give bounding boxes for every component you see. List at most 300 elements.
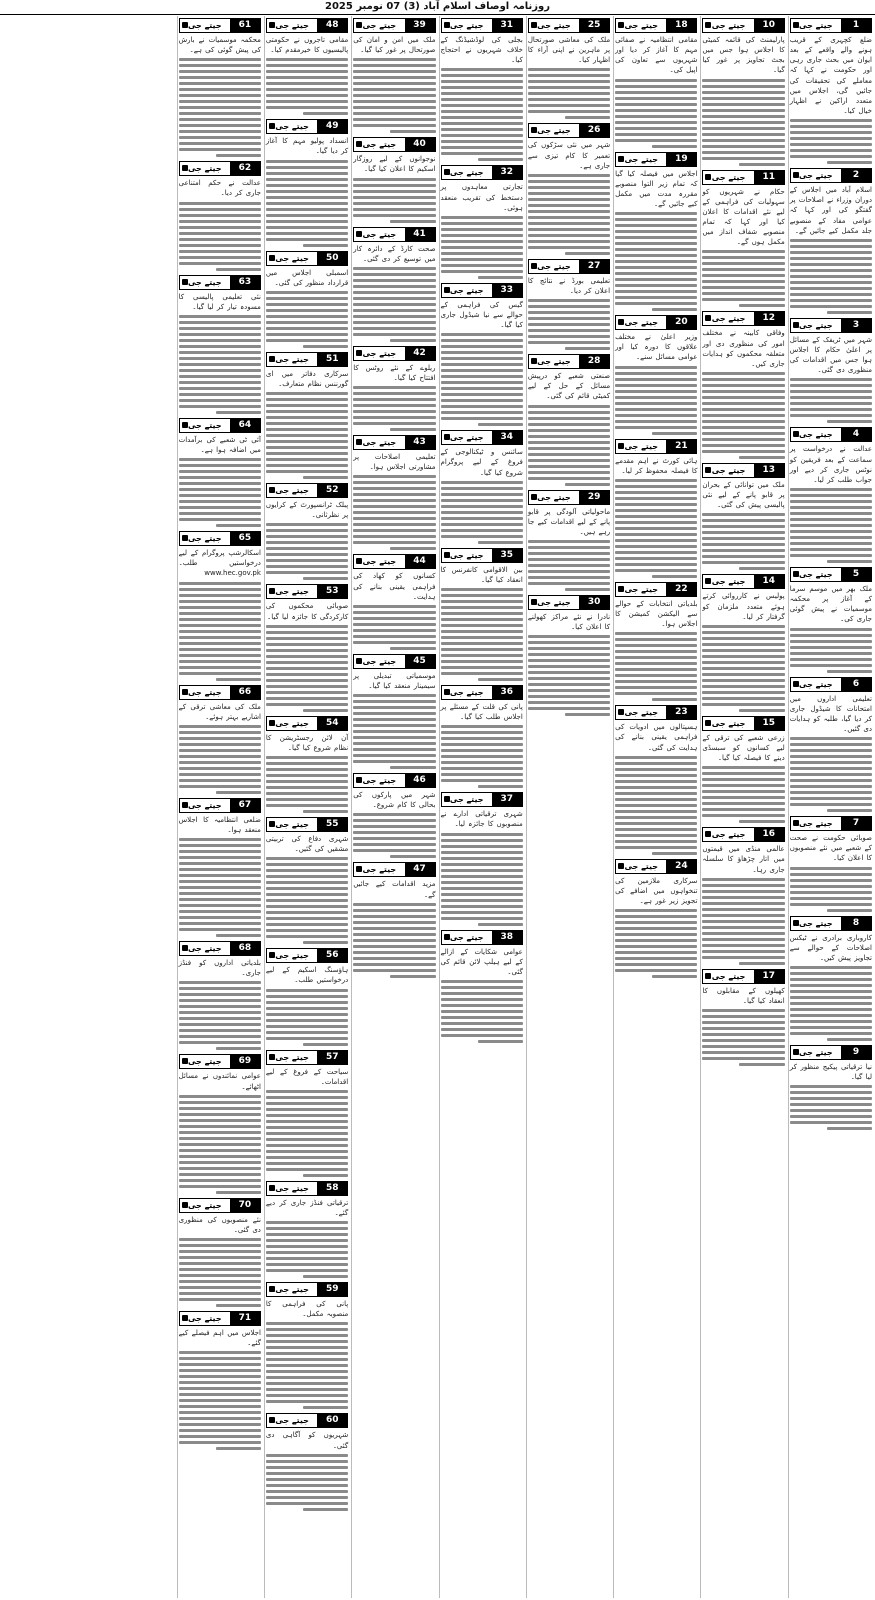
text-line bbox=[615, 674, 697, 677]
text-line bbox=[702, 139, 784, 142]
text-line bbox=[266, 1138, 348, 1141]
item-label: جیتے جی bbox=[791, 678, 841, 691]
text-line bbox=[441, 270, 523, 273]
text-line bbox=[528, 341, 610, 344]
item-text: پبلک ٹرانسپورٹ کے کرایوں پر نظرثانی۔ bbox=[265, 501, 349, 520]
item-header bbox=[528, 354, 610, 369]
classified-item bbox=[702, 18, 784, 166]
text-line bbox=[390, 220, 435, 223]
text-line bbox=[390, 339, 435, 342]
text-line bbox=[179, 345, 261, 348]
text-line bbox=[353, 112, 435, 115]
text-line bbox=[441, 998, 523, 1001]
text-line bbox=[441, 216, 523, 219]
text-line bbox=[266, 88, 348, 91]
text-filler bbox=[702, 372, 784, 459]
text-line bbox=[266, 780, 348, 783]
text-line bbox=[528, 477, 610, 480]
text-line bbox=[615, 426, 697, 429]
text-filler bbox=[615, 212, 697, 311]
text-line bbox=[353, 951, 435, 954]
text-line bbox=[266, 541, 348, 544]
text-line bbox=[702, 408, 784, 411]
text-line bbox=[702, 896, 784, 899]
text-filler bbox=[441, 588, 523, 681]
item-header bbox=[266, 948, 348, 963]
item-label: جیتے جی bbox=[529, 355, 579, 368]
classified-item bbox=[441, 165, 523, 278]
text-line bbox=[179, 838, 261, 841]
item-text: سیاحت کے فروغ کے لیے اقدامات۔ bbox=[265, 1067, 349, 1086]
classified-item bbox=[528, 490, 610, 591]
item-label: جیتے جی bbox=[529, 260, 579, 273]
text-line bbox=[615, 810, 697, 813]
masthead-title: روزنامہ اوصاف اسلام آباد (3) 07 نومبر 2025 bbox=[325, 1, 550, 12]
text-line bbox=[528, 576, 610, 579]
item-number: 21 bbox=[666, 440, 696, 453]
text-line bbox=[353, 315, 435, 318]
text-line bbox=[179, 785, 261, 788]
text-line bbox=[528, 564, 610, 567]
text-filler bbox=[702, 79, 784, 166]
text-line bbox=[441, 767, 523, 770]
item-header bbox=[615, 439, 697, 454]
text-line bbox=[441, 980, 523, 983]
text-line bbox=[353, 475, 435, 478]
item-text: سائنس و ٹیکنالوجی کے فروغ کے لیے پروگرام شروع کیا گیا۔ bbox=[440, 448, 523, 477]
item-text: تجارتی معاہدوں پر دستخط کی تقریب منعقد ہوئی۔ bbox=[440, 183, 523, 212]
text-line bbox=[179, 672, 261, 675]
text-line bbox=[528, 240, 610, 243]
text-line bbox=[702, 655, 784, 658]
item-label: جیتے جی bbox=[529, 596, 579, 609]
text-line bbox=[615, 939, 697, 942]
item-label: جیتے جی bbox=[267, 484, 317, 497]
text-line bbox=[266, 1162, 348, 1165]
text-line bbox=[266, 452, 348, 455]
text-line bbox=[790, 275, 872, 278]
text-line bbox=[179, 1155, 261, 1158]
text-line bbox=[179, 987, 261, 990]
text-line bbox=[528, 180, 610, 183]
text-line bbox=[528, 459, 610, 462]
text-line bbox=[179, 1280, 261, 1283]
text-line bbox=[702, 944, 784, 947]
item-label: جیتے جی bbox=[180, 942, 230, 955]
text-line bbox=[615, 834, 697, 837]
text-line bbox=[790, 305, 872, 308]
text-line bbox=[441, 74, 523, 77]
text-line bbox=[179, 600, 261, 603]
item-number: 18 bbox=[666, 19, 696, 32]
text-line bbox=[441, 80, 523, 83]
item-label: جیتے جی bbox=[267, 252, 317, 265]
text-line bbox=[441, 1022, 523, 1025]
item-header bbox=[179, 798, 261, 813]
text-line bbox=[353, 100, 435, 103]
item-number: 40 bbox=[405, 138, 435, 151]
classified-item bbox=[615, 152, 697, 312]
text-line bbox=[266, 631, 348, 634]
text-line bbox=[528, 641, 610, 644]
text-line bbox=[528, 405, 610, 408]
item-number: 23 bbox=[666, 706, 696, 719]
text-filler bbox=[528, 405, 610, 486]
text-line bbox=[266, 786, 348, 789]
text-line bbox=[702, 372, 784, 375]
text-line bbox=[702, 85, 784, 88]
item-text: نیا ترقیاتی پیکیج منظور کر لیا گیا۔ bbox=[789, 1062, 872, 1082]
text-line bbox=[266, 315, 348, 318]
text-line bbox=[615, 230, 697, 233]
item-number: 16 bbox=[754, 828, 784, 841]
text-filler bbox=[615, 909, 697, 978]
item-label: جیتے جی bbox=[703, 575, 753, 588]
text-line bbox=[353, 511, 435, 514]
item-header bbox=[266, 716, 348, 731]
text-line bbox=[528, 435, 610, 438]
item-header bbox=[441, 930, 523, 945]
text-line bbox=[353, 64, 435, 67]
classified-item bbox=[441, 430, 523, 543]
text-line bbox=[652, 575, 697, 578]
text-line bbox=[179, 1286, 261, 1289]
text-line bbox=[266, 565, 348, 568]
text-line bbox=[478, 541, 523, 544]
text-line bbox=[528, 417, 610, 420]
text-line bbox=[441, 104, 523, 107]
text-line bbox=[179, 856, 261, 859]
text-line bbox=[266, 899, 348, 902]
text-line bbox=[702, 256, 784, 259]
text-line bbox=[266, 76, 348, 79]
text-line bbox=[702, 697, 784, 700]
text-line bbox=[528, 210, 610, 213]
text-filler bbox=[266, 523, 348, 580]
text-filler bbox=[790, 239, 872, 314]
text-line bbox=[615, 272, 697, 275]
text-line bbox=[266, 523, 348, 526]
text-line bbox=[790, 1103, 872, 1106]
text-line bbox=[790, 281, 872, 284]
item-number: 51 bbox=[317, 353, 347, 366]
text-line bbox=[266, 1090, 348, 1093]
text-line bbox=[441, 116, 523, 119]
text-line bbox=[790, 536, 872, 539]
text-line bbox=[266, 1340, 348, 1343]
item-header bbox=[353, 435, 435, 450]
text-line bbox=[702, 438, 784, 441]
item-text: ملک بھر میں موسم سرما کے آغاز پر محکمہ موسمیات نے پیش گوئی جاری کی۔ bbox=[789, 584, 872, 624]
text-line bbox=[266, 804, 348, 807]
item-number: 15 bbox=[754, 717, 784, 730]
text-line bbox=[266, 989, 348, 992]
text-line bbox=[615, 668, 697, 671]
text-line bbox=[266, 1328, 348, 1331]
text-line bbox=[615, 951, 697, 954]
text-line bbox=[790, 640, 872, 643]
text-line bbox=[790, 658, 872, 661]
text-line bbox=[790, 396, 872, 399]
item-label: جیتے جی bbox=[180, 686, 230, 699]
text-line bbox=[353, 386, 435, 389]
text-line bbox=[615, 85, 697, 88]
text-line bbox=[702, 637, 784, 640]
text-line bbox=[353, 499, 435, 502]
text-line bbox=[790, 131, 872, 134]
item-label: جیتے جی bbox=[180, 532, 230, 545]
text-line bbox=[179, 112, 261, 115]
text-line bbox=[353, 712, 435, 715]
text-line bbox=[353, 849, 435, 852]
text-line bbox=[179, 624, 261, 627]
text-line bbox=[266, 160, 348, 163]
text-line bbox=[390, 428, 435, 431]
item-label: جیتے جی bbox=[354, 19, 404, 32]
item-text: بین الاقوامی کانفرنس کا انعقاد کیا گیا۔ bbox=[440, 565, 523, 584]
item-number: 64 bbox=[230, 419, 260, 432]
text-line bbox=[615, 236, 697, 239]
text-line bbox=[790, 903, 872, 906]
text-line bbox=[441, 881, 523, 884]
text-line bbox=[528, 246, 610, 249]
classified-item bbox=[441, 930, 523, 1043]
text-line bbox=[441, 672, 523, 675]
text-line bbox=[266, 691, 348, 694]
text-line bbox=[528, 74, 610, 77]
item-text: کسانوں کو کھاد کی فراہمی یقینی بنانے کی ہدایت۔ bbox=[353, 572, 436, 601]
text-line bbox=[528, 635, 610, 638]
item-text: مقامی تاجروں نے حکومتی پالیسیوں کا خیرمقدم کیا۔ bbox=[265, 36, 349, 55]
text-line bbox=[790, 791, 872, 794]
item-text: نوجوانوں کے لیے روزگار اسکیم کا اعلان کیا گیا۔ bbox=[353, 155, 436, 174]
classified-item bbox=[353, 435, 435, 550]
text-line bbox=[266, 1156, 348, 1159]
item-header bbox=[353, 773, 435, 788]
text-line bbox=[827, 560, 872, 563]
text-line bbox=[702, 414, 784, 417]
item-label: جیتے جی bbox=[267, 19, 317, 32]
text-line bbox=[179, 1381, 261, 1384]
text-line bbox=[266, 1245, 348, 1248]
text-line bbox=[615, 224, 697, 227]
text-line bbox=[790, 518, 872, 521]
item-header bbox=[615, 859, 697, 874]
item-header bbox=[441, 792, 523, 807]
text-line bbox=[266, 190, 348, 193]
item-text: تعلیمی بورڈ نے نتائج کا اعلان کر دیا۔ bbox=[527, 276, 611, 295]
text-filler bbox=[615, 366, 697, 435]
text-line bbox=[353, 927, 435, 930]
text-line bbox=[441, 851, 523, 854]
text-line bbox=[266, 238, 348, 241]
text-line bbox=[353, 82, 435, 85]
item-text: بلدیاتی انتخابات کے حوالے سے الیکشن کمیشن کا اجلاس ہوا۔ bbox=[615, 599, 698, 629]
text-line bbox=[353, 541, 435, 544]
text-line bbox=[702, 121, 784, 124]
text-filler bbox=[528, 540, 610, 591]
text-line bbox=[266, 863, 348, 866]
classified-item bbox=[353, 773, 435, 858]
text-line bbox=[353, 909, 435, 912]
text-line bbox=[652, 698, 697, 701]
text-line bbox=[441, 399, 523, 402]
text-line bbox=[179, 1405, 261, 1408]
item-label: جیتے جی bbox=[354, 138, 404, 151]
text-line bbox=[441, 630, 523, 633]
text-line bbox=[179, 142, 261, 145]
text-line bbox=[441, 773, 523, 776]
text-line bbox=[702, 127, 784, 130]
text-line bbox=[179, 518, 261, 521]
text-filler bbox=[702, 250, 784, 307]
item-header bbox=[528, 18, 610, 33]
text-line bbox=[702, 97, 784, 100]
text-line bbox=[615, 479, 697, 482]
item-text: اسکالرشپ پروگرام کے لیے درخواستیں طلب۔ www.hec.gov.pk bbox=[178, 549, 261, 578]
text-filler bbox=[528, 174, 610, 255]
item-number: 67 bbox=[230, 799, 260, 812]
text-line bbox=[216, 268, 261, 271]
text-line bbox=[179, 214, 261, 217]
item-number: 57 bbox=[317, 1051, 347, 1064]
item-label: جیتے جی bbox=[703, 970, 753, 983]
text-line bbox=[615, 485, 697, 488]
text-line bbox=[615, 933, 697, 936]
text-line bbox=[528, 305, 610, 308]
text-line bbox=[266, 327, 348, 330]
text-line bbox=[179, 660, 261, 663]
text-line bbox=[441, 369, 523, 372]
item-header bbox=[179, 941, 261, 956]
text-line bbox=[790, 779, 872, 782]
item-text: تعلیمی اداروں میں امتحانات کا شیڈول جاری کر دیا گیا، طلبہ کو ہدایات دی گئیں۔ bbox=[789, 694, 872, 733]
item-text: اسلام آباد میں اجلاس کے دوران وزراء نے اصلاحات پر گفتگو کی اور کہا کہ عوامی مفاد کے منصوبے جلد مکمل کیے جائیں گے۔ bbox=[789, 186, 872, 235]
text-line bbox=[266, 1370, 348, 1373]
text-line bbox=[615, 969, 697, 972]
item-text: کاروباری برادری نے ٹیکس اصلاحات کے حوالے سے تجاویز پیش کیں۔ bbox=[789, 933, 872, 962]
text-line bbox=[179, 333, 261, 336]
text-line bbox=[790, 652, 872, 655]
text-line bbox=[353, 505, 435, 508]
item-text: ملک میں امن و امان کی صورتحال پر غور کیا گیا۔ bbox=[353, 36, 436, 55]
item-text: صنعتی شعبے کو درپیش مسائل کے حل کے لیے کمیٹی قائم کی گئی۔ bbox=[527, 372, 611, 401]
item-number: 44 bbox=[405, 555, 435, 568]
item-label: جیتے جی bbox=[180, 1312, 230, 1325]
item-header bbox=[266, 817, 348, 832]
text-line bbox=[266, 1096, 348, 1099]
text-line bbox=[266, 679, 348, 682]
text-line bbox=[790, 773, 872, 776]
text-line bbox=[179, 1417, 261, 1420]
item-label: جیتے جی bbox=[616, 316, 666, 329]
text-line bbox=[615, 786, 697, 789]
text-line bbox=[790, 897, 872, 900]
text-line bbox=[266, 220, 348, 223]
text-line bbox=[528, 198, 610, 201]
item-number: 41 bbox=[405, 228, 435, 241]
text-line bbox=[790, 885, 872, 888]
text-line bbox=[615, 557, 697, 560]
text-line bbox=[615, 372, 697, 375]
item-header bbox=[266, 1282, 348, 1297]
text-line bbox=[790, 1085, 872, 1088]
classified-item bbox=[353, 346, 435, 431]
text-line bbox=[441, 606, 523, 609]
text-line bbox=[702, 444, 784, 447]
text-line bbox=[303, 1508, 348, 1511]
text-line bbox=[827, 909, 872, 912]
text-line bbox=[528, 98, 610, 101]
text-line bbox=[441, 833, 523, 836]
text-filler bbox=[615, 632, 697, 701]
text-line bbox=[266, 339, 348, 342]
text-line bbox=[441, 992, 523, 995]
text-line bbox=[353, 635, 435, 638]
classified-item bbox=[179, 275, 261, 414]
text-line bbox=[790, 119, 872, 122]
text-line bbox=[528, 465, 610, 468]
text-line bbox=[528, 471, 610, 474]
text-line bbox=[353, 694, 435, 697]
text-line bbox=[565, 347, 610, 350]
item-number: 32 bbox=[492, 166, 522, 179]
text-line bbox=[702, 250, 784, 253]
text-line bbox=[179, 844, 261, 847]
text-line bbox=[266, 70, 348, 73]
text-line bbox=[441, 660, 523, 663]
text-filler bbox=[441, 725, 523, 788]
item-label: جیتے جی bbox=[442, 431, 492, 444]
text-line bbox=[790, 867, 872, 870]
text-line bbox=[179, 357, 261, 360]
text-line bbox=[441, 839, 523, 842]
text-line bbox=[266, 1352, 348, 1355]
item-number: 62 bbox=[230, 162, 260, 175]
text-line bbox=[702, 292, 784, 295]
item-text: ماحولیاتی آلودگی پر قابو پانے کے لیے اقدامات کیے جا رہے ہیں۔ bbox=[527, 507, 611, 536]
text-line bbox=[702, 543, 784, 546]
item-label: جیتے جی bbox=[267, 1182, 317, 1195]
item-header bbox=[790, 567, 872, 582]
text-line bbox=[702, 649, 784, 652]
text-line bbox=[565, 116, 610, 119]
text-line bbox=[827, 1038, 872, 1041]
item-header bbox=[702, 463, 784, 478]
text-line bbox=[441, 234, 523, 237]
text-line bbox=[441, 535, 523, 538]
text-line bbox=[179, 755, 261, 758]
text-line bbox=[615, 414, 697, 417]
text-line bbox=[353, 605, 435, 608]
text-line bbox=[266, 458, 348, 461]
text-line bbox=[528, 671, 610, 674]
item-header bbox=[353, 18, 435, 33]
text-line bbox=[179, 1399, 261, 1402]
text-line bbox=[303, 709, 348, 712]
text-line bbox=[827, 420, 872, 423]
item-number: 54 bbox=[317, 717, 347, 730]
text-line bbox=[528, 86, 610, 89]
text-line bbox=[353, 321, 435, 324]
classified-item bbox=[266, 948, 348, 1045]
text-line bbox=[790, 984, 872, 987]
text-filler bbox=[790, 966, 872, 1041]
text-filler bbox=[179, 582, 261, 681]
text-line bbox=[615, 290, 697, 293]
item-header bbox=[266, 119, 348, 134]
text-line bbox=[528, 411, 610, 414]
